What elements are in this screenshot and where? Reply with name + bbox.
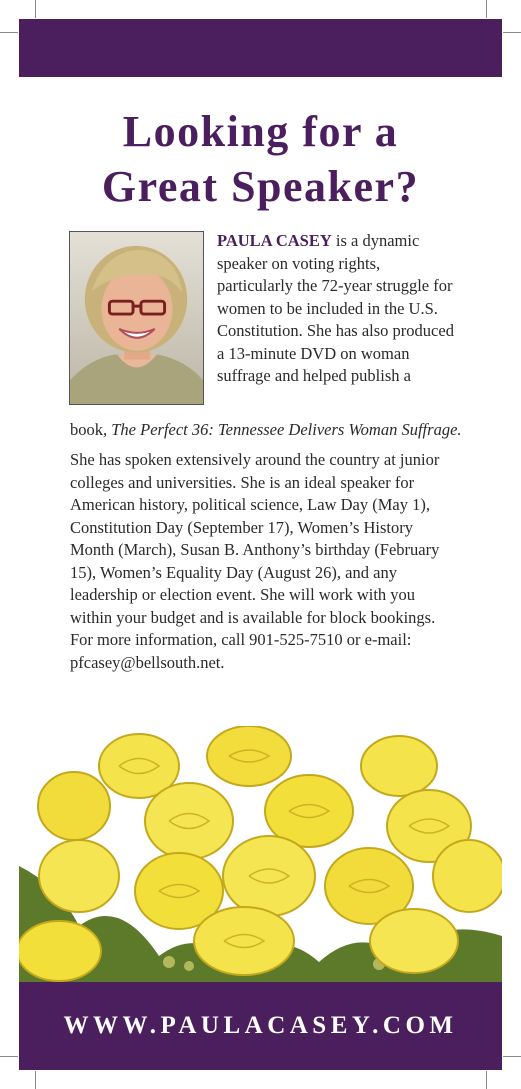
crop-mark xyxy=(35,1071,36,1089)
headline-line-2: Great Speaker? xyxy=(101,162,420,211)
book-prefix: book, xyxy=(70,420,112,439)
crop-mark xyxy=(35,0,36,18)
speaker-name: PAULA CASEY xyxy=(217,231,332,250)
roses-illustration xyxy=(19,726,502,982)
crop-mark xyxy=(0,1056,18,1057)
crop-mark xyxy=(503,32,521,33)
portrait-illustration xyxy=(70,232,203,404)
yellow-roses-image xyxy=(19,726,502,982)
crop-mark xyxy=(486,1071,487,1089)
website-url[interactable]: WWW.PAULACASEY.COM xyxy=(63,1012,458,1039)
book-title: The Perfect 36: Tennessee Delivers Woman Suffrage. xyxy=(111,420,462,439)
top-banner xyxy=(19,19,502,77)
bio-text: is a dynamic speaker on voting rights, particularly the 72-year struggle for women to be included in the U.S. Constitution. She has also produced a 13-minute DVD on woman suffrage and helped publish a xyxy=(217,231,454,385)
headline-line-1: Looking for a xyxy=(122,107,399,156)
footer-banner xyxy=(19,982,502,1070)
speaking-details: She has spoken extensively around the country at junior colleges and universities. She is an ideal speaker for American history, political science, Law Day (May 1), Constitution Day (September 17), Women’s History Month (March), Susan B. Anthony’s birthday (February 15), Women’s Equality Day (August 26), and any leadership or election event. She will work with you within your budget and is available for block bookings. For more information, call 901-525-7510 or e-mail: pfcasey@bellsouth.net. xyxy=(70,450,440,672)
speaker-portrait xyxy=(69,231,204,405)
crop-mark xyxy=(503,1056,521,1057)
crop-mark xyxy=(486,0,487,18)
bio-book-line xyxy=(70,419,510,442)
headline xyxy=(19,104,502,214)
crop-mark xyxy=(0,32,18,33)
bio-paragraph xyxy=(217,230,457,388)
